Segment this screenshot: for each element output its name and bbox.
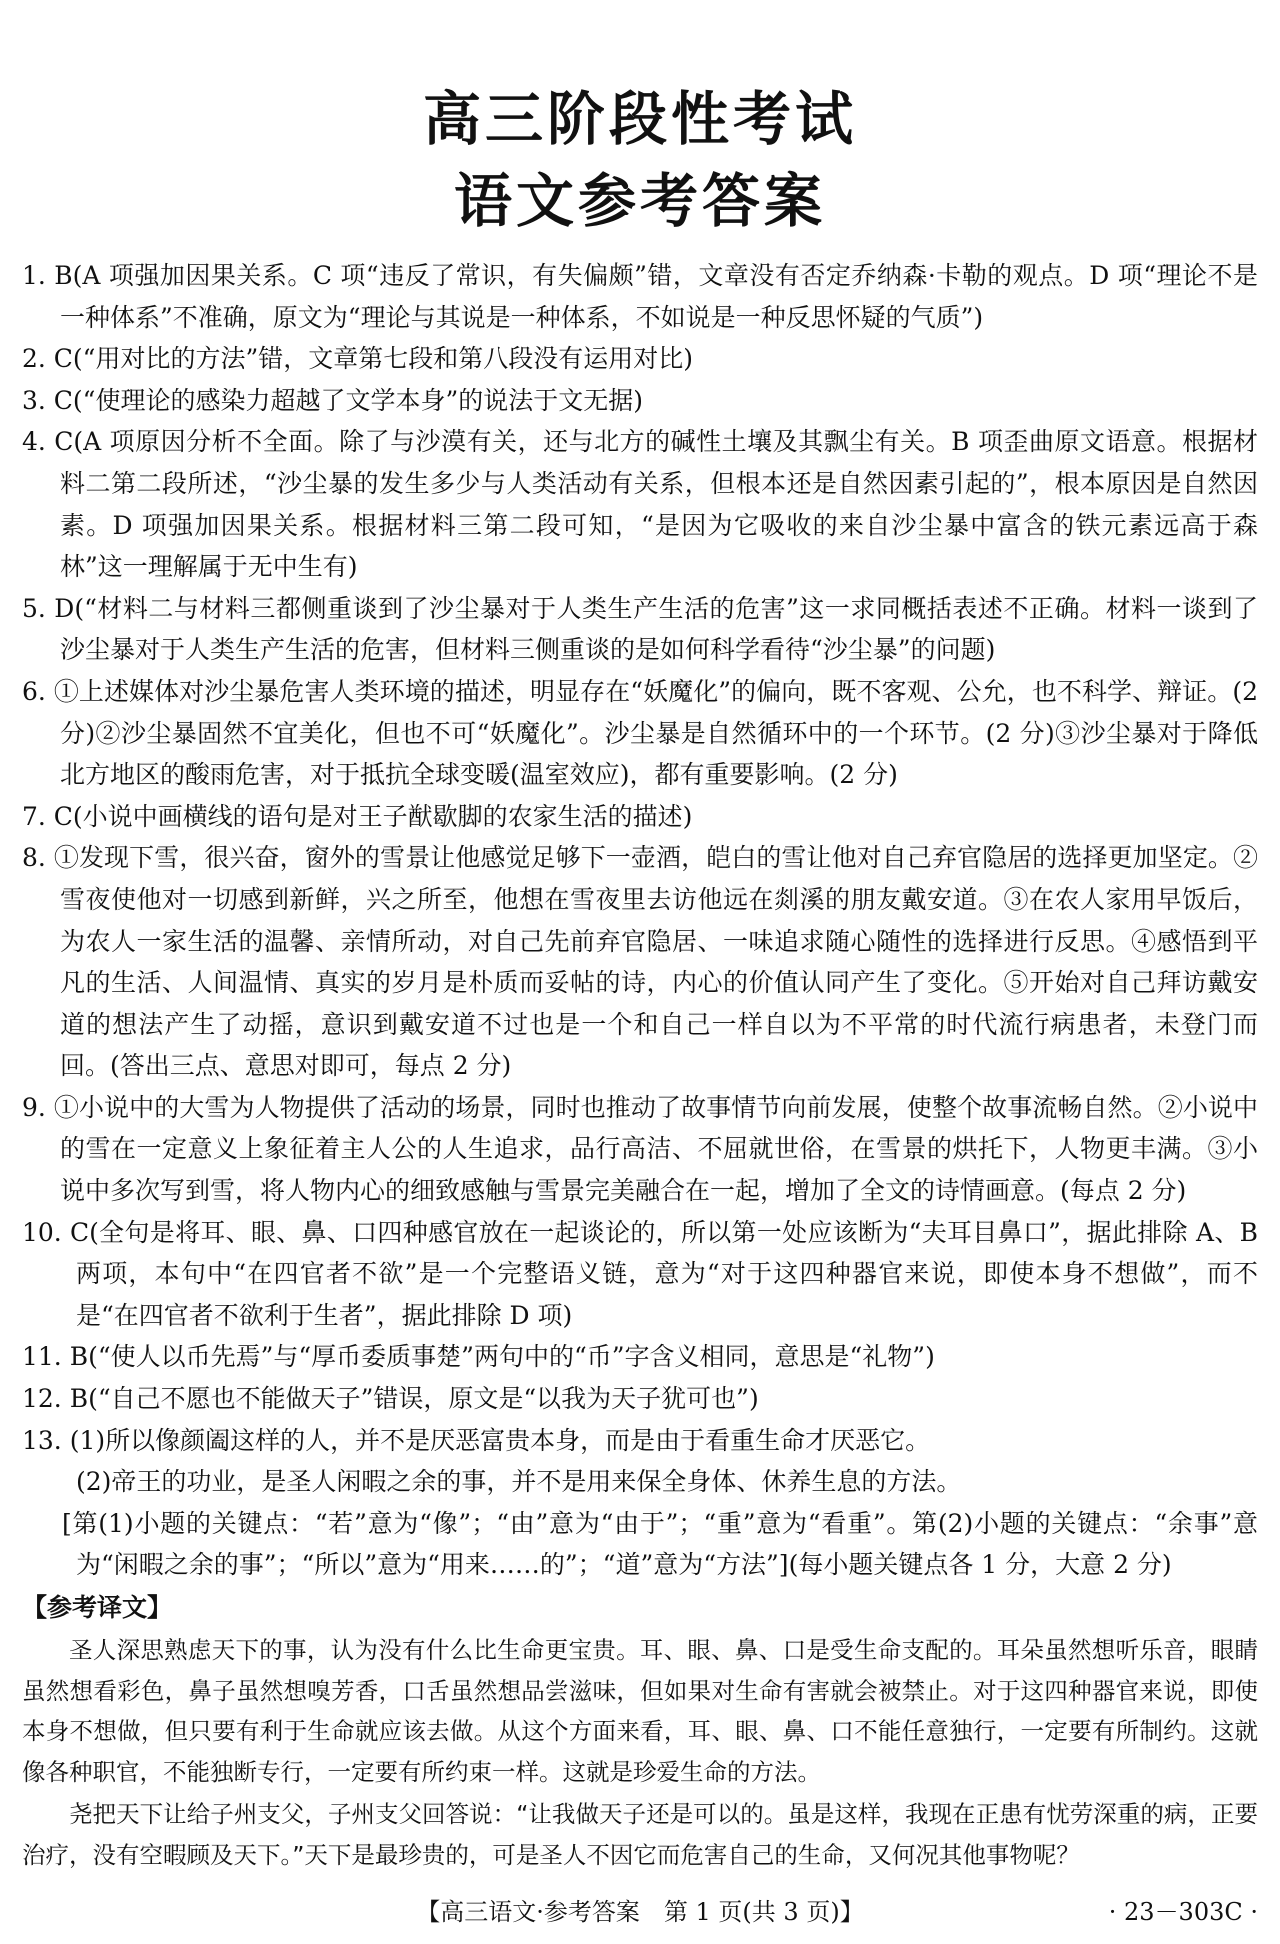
answer-11: 11. B(“使人以币先焉”与“厚币委质事楚”两句中的“币”字含义相同，意思是“礼物”) [22, 1342, 935, 1372]
title-block [0, 0, 1280, 242]
answer-4: 4. C(A 项原因分析不全面。除了与沙漠有关，还与北方的碱性土壤及其飘尘有关。B 项歪曲原文语意。根据材料二第二段所述，“沙尘暴的发生多少与人类活动有关系，但根本还是自然因素引起的”，根本原因是自然因素。D 项强加因果关系。根据材料三第二段可知，“是因为它吸收的来自沙尘暴中富含的铁元素远高于森林”这一理解属于无中生有) [22, 427, 1258, 582]
answer-9: 9. ①小说中的大雪为人物提供了活动的场景，同时也推动了故事情节向前发展，使整个故事流畅自然。②小说中的雪在一定意义上象征着主人公的人生追求，品行高洁、不屈就世俗，在雪景的烘托下，人物更丰满。③小说中多次写到雪，将人物内心的细致感触与雪景完美融合在一起，增加了全文的诗情画意。(每点 2 分) [22, 1092, 1258, 1206]
answer-13-scoring-note: [第(1)小题的关键点：“若”意为“像”；“由”意为“由于”；“重”意为“看重”。第(2)小题的关键点：“余事”意为“闲暇之余的事”；“所以”意为“用来……的”；“道”意为“方法”](每小题关键点各 1 分，大意 2 分) [62, 1508, 1258, 1580]
answer-1: 1. B(A 项强加因果关系。C 项“违反了常识，有失偏颇”错，文章没有否定乔纳森·卡勒的观点。D 项“理论不是一种体系”不准确，原文为“理论与其说是一种体系，不如说是一种反思怀疑的气质”) [22, 261, 1258, 332]
answer-13-part-2: (2)帝王的功业，是圣人闲暇之余的事，并不是用来保全身体、休养生息的方法。 [76, 1467, 962, 1497]
answer-10: 10. C(全句是将耳、眼、鼻、口四种感官放在一起谈论的，所以第一处应该断为“夫耳目鼻口”，据此排除 A、B 两项，本句中“在四官者不欲”是一个完整语义链，意为“对于这四种器官来说，即使本身不想做”，而不是“在四官者不欲利于生者”，据此排除 D 项) [22, 1217, 1258, 1330]
footer-exam-code: · 23－303C · [1108, 1898, 1258, 1926]
answer-content [22, 255, 1258, 1876]
answer-6: 6. ①上述媒体对沙尘暴危害人类环境的描述，明显存在“妖魔化”的偏向，既不客观、公允，也不科学、辩证。(2分)②沙尘暴固然不宜美化，但也不可“妖魔化”。沙尘暴是自然循环中的一个环节。(2 分)③沙尘暴对于降低北方地区的酸雨危害，对于抵抗全球变暖(温室效应)，都有重要影响。(2 分) [22, 676, 1258, 790]
answer-3: 3. C(“使理论的感染力超越了文学本身”的说法于文无据) [22, 385, 643, 415]
footer-page-info: 【高三语文·参考答案 第 1 页(共 3 页)】 [416, 1898, 864, 1926]
answer-2: 2. C(“用对比的方法”错，文章第七段和第八段没有运用对比) [22, 344, 693, 374]
answer-5: 5. D(“材料二与材料三都侧重谈到了沙尘暴对于人类生产生活的危害”这一求同概括表述不正确。材料一谈到了沙尘暴对于人类生产生活的危害，但材料三侧重谈的是如何科学看待“沙尘暴”的问题) [22, 593, 1258, 665]
answer-key-title: 语文参考答案 [453, 167, 826, 235]
page-footer [0, 1892, 1280, 1932]
answer-12: 12. B(“自己不愿也不能做天子”错误，原文是“以我为天子犹可也”) [22, 1384, 759, 1414]
exam-title: 高三阶段性考试 [422, 85, 857, 153]
translation-paragraph-1: 圣人深思熟虑天下的事，认为没有什么比生命更宝贵。耳、眼、鼻、口是受生命支配的。耳朵虽然想听乐音，眼睛虽然想看彩色，鼻子虽然想嗅芳香，口舌虽然想品尝滋味，但如果对生命有害就会被禁止。对于这四种器官来说，即使本身不想做，但只要有利于生命就应该去做。从这个方面来看，耳、眼、鼻、口不能任意独行，一定要有所制约。这就像各种职官，不能独断专行，一定要有所约束一样。这就是珍爱生命的方法。 [22, 1636, 1258, 1786]
answer-8: 8. ①发现下雪，很兴奋，窗外的雪景让他感觉足够下一壶酒，皑白的雪让他对自己弃官隐居的选择更加坚定。②雪夜使他对一切感到新鲜，兴之所至，他想在雪夜里去访他远在剡溪的朋友戴安道。③在农人家用早饭后，为农人一家生活的温馨、亲情所动，对自己先前弃官隐居、一味追求随心随性的选择进行反思。④感悟到平凡的生活、人间温情、真实的岁月是朴质而妥帖的诗，内心的价值认同产生了变化。⑤开始对自己拜访戴安道的想法产生了动摇，意识到戴安道不过也是一个和自己一样自以为不平常的时代流行病患者，未登门而回。(答出三点、意思对即可，每点 2 分) [22, 843, 1258, 1081]
translation-heading: 【参考译文】 [22, 1593, 173, 1622]
answer-13: 13. (1)所以像颜阖这样的人，并不是厌恶富贵本身，而是由于看重生命才厌恶它。 [22, 1425, 931, 1455]
answer-7: 7. C(小说中画横线的语句是对王子猷歇脚的农家生活的描述) [22, 801, 693, 831]
translation-paragraph-2: 尧把天下让给子州支父，子州支父回答说：“让我做天子还是可以的。虽是这样，我现在正患有忧劳深重的病，正要治疗，没有空暇顾及天下。”天下是最珍贵的，可是圣人不因它而危害自己的生命，又何况其他事物呢？ [22, 1800, 1258, 1869]
